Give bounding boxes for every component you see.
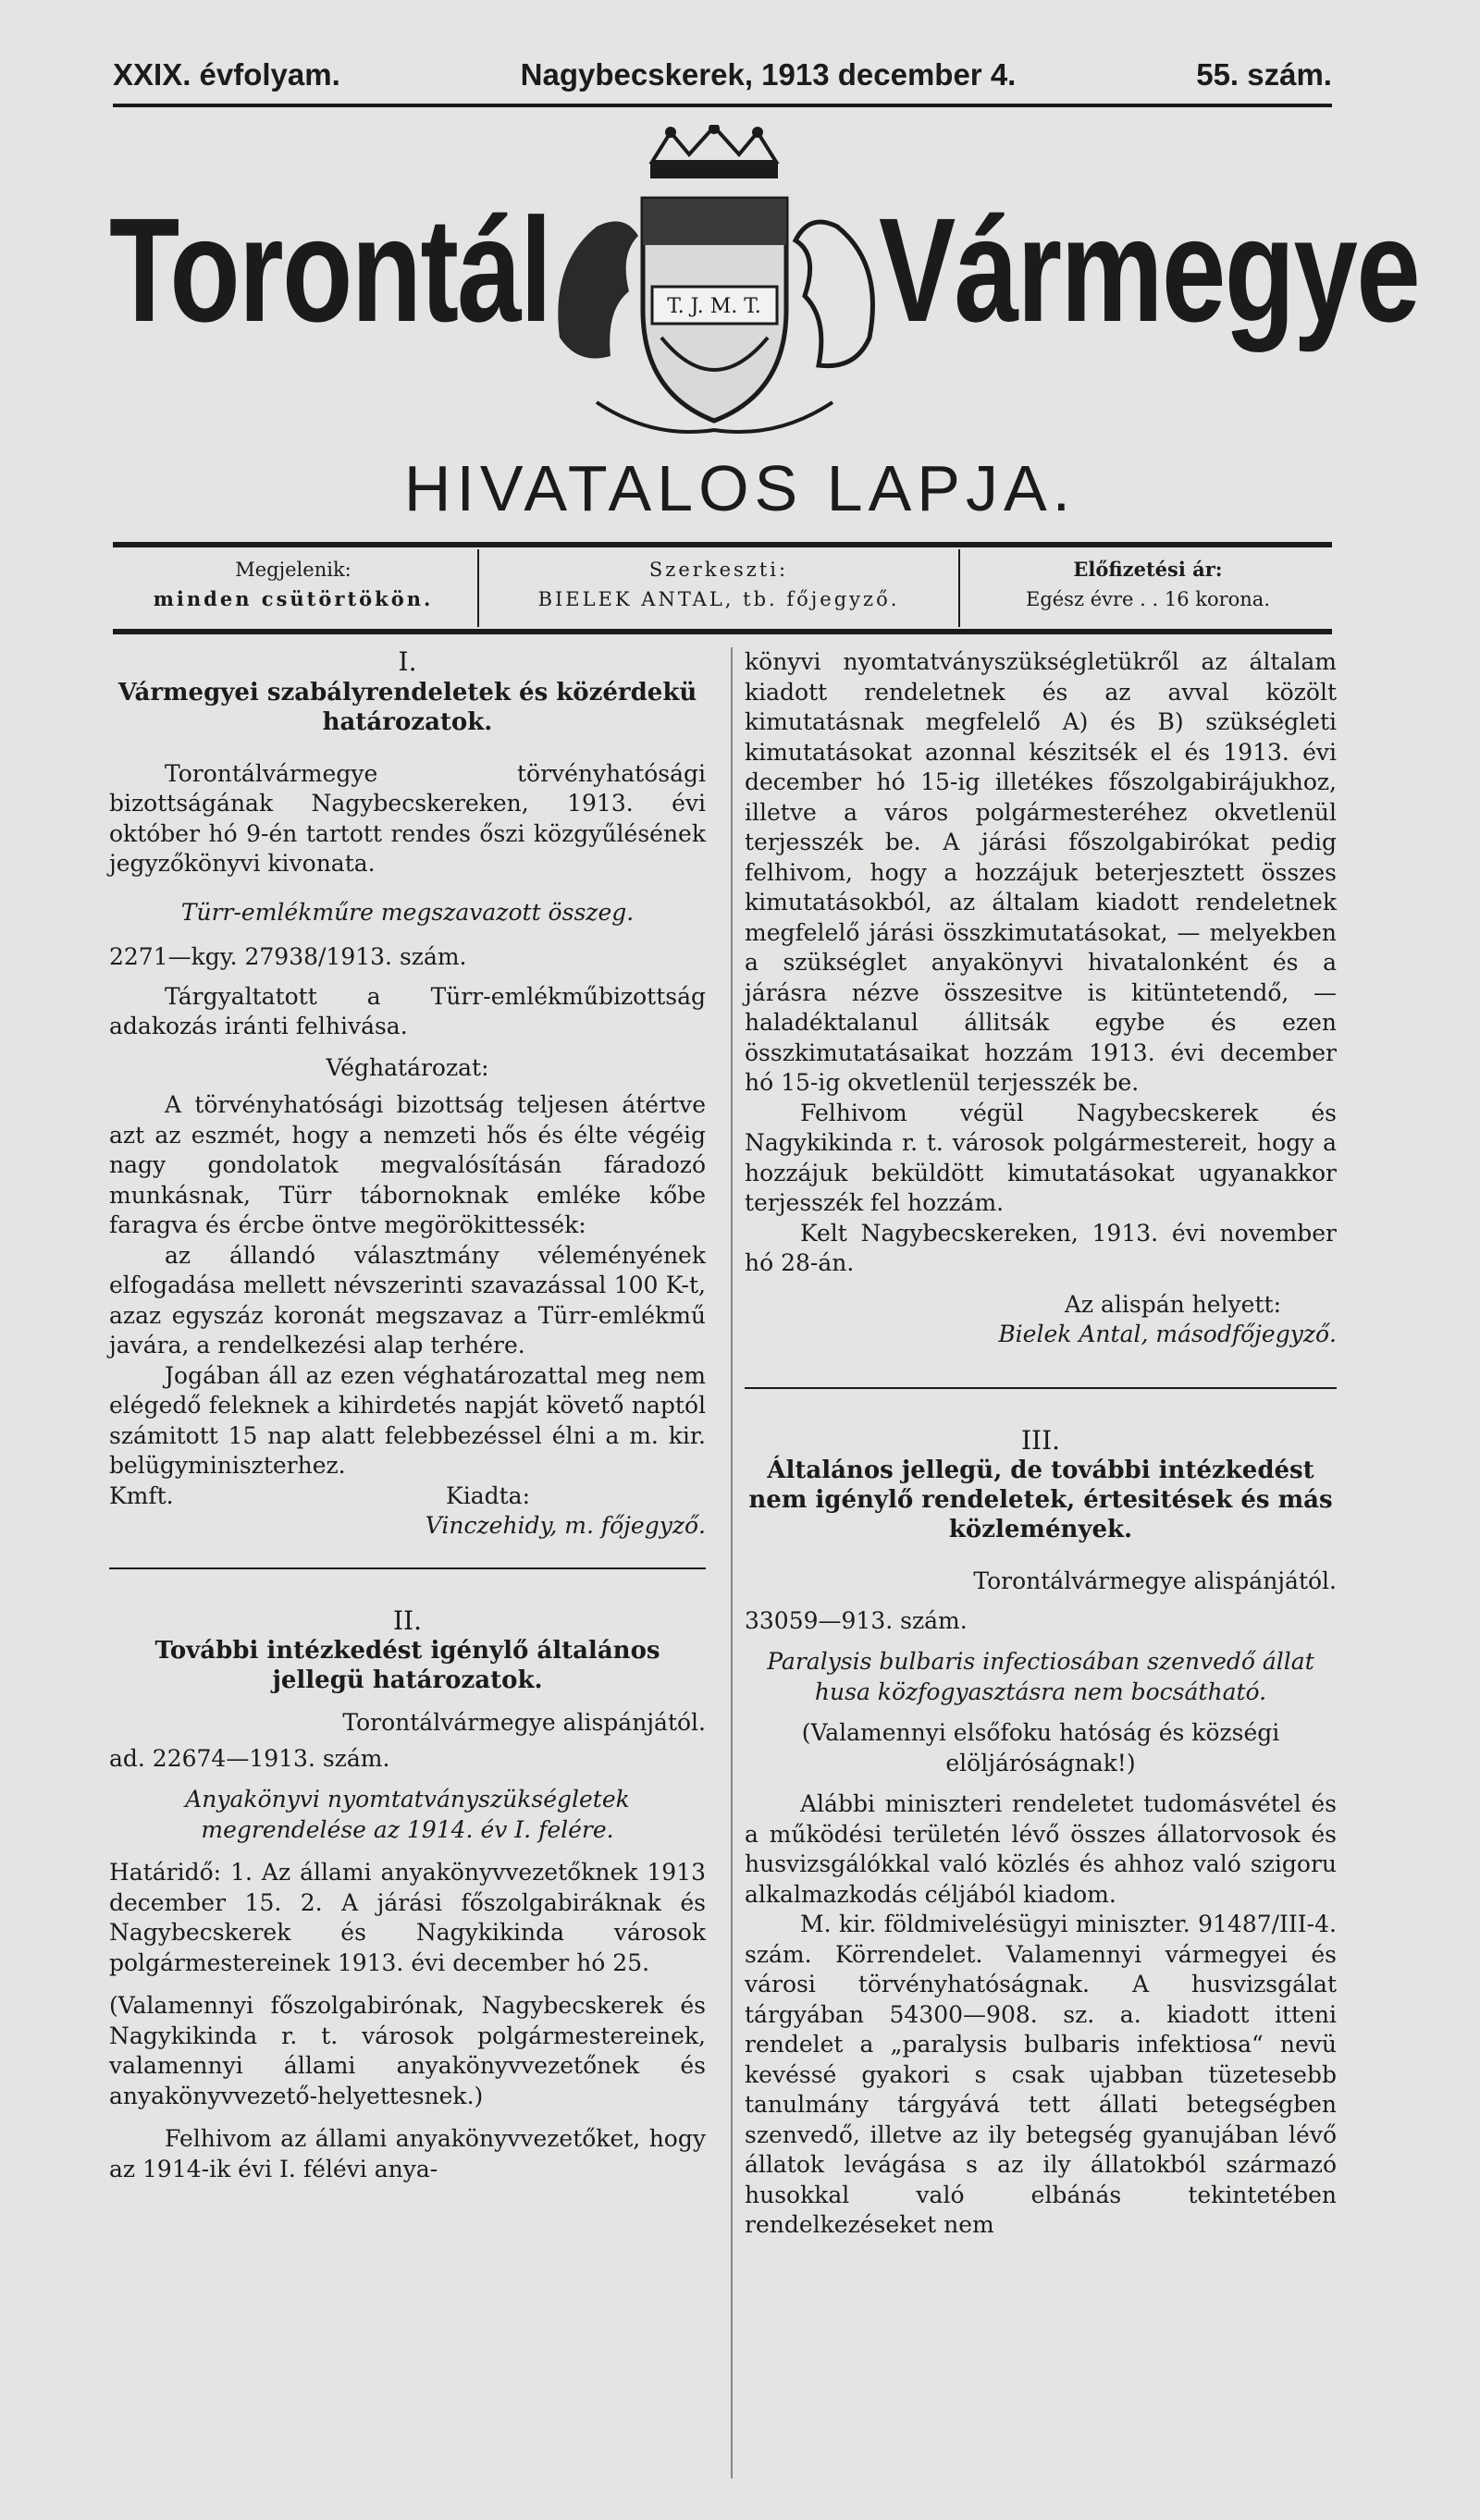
s1-appeal-text: Jogában áll az ezen véghatározattal meg nem elégedő feleknek a kihirdetés napját követő naptól számitott 15 nap alatt felebbezéssel élni a m. kir. belügyminiszterhez.	[109, 1361, 706, 1479]
s1-signature-row	[109, 1481, 706, 1512]
info-rule-top	[113, 542, 1332, 547]
s3-from: Torontálvármegye alispánjától.	[973, 1567, 1337, 1594]
appears-cell	[113, 555, 474, 614]
crest-text: T. J. M. T.	[667, 295, 761, 318]
s1-decision-text: A törvényhatósági bizottság teljesen átértve azt az eszmét, hogy a nemzeti hős és élte végéig nagy gondolatok megvalósításán fáradozó munkásnak, Türr tábornoknak emléke kőbe faragva és ércbe öntve megörökittessék:	[109, 1091, 706, 1238]
editor-label: Szerkeszti:	[648, 559, 789, 581]
issue-number: 55. szám.	[1196, 57, 1332, 92]
title-left: Torontál	[109, 187, 551, 352]
subtitle: HIVATALOS LAPJA.	[403, 452, 1077, 524]
info-divider-1	[477, 549, 479, 627]
section-divider	[109, 1567, 706, 1569]
volume: XXIX. évfolyam.	[113, 57, 340, 92]
s2-from: Torontálvármegye alispánjától.	[342, 1709, 706, 1736]
title-right: Vármegye	[879, 187, 1420, 352]
s2-subject: Anyakönyvi nyomtatványszükségletek megrendelése az 1914. év I. felére.	[185, 1786, 630, 1843]
info-divider-2	[958, 549, 960, 627]
s1-subject: Türr-emlékműre megszavazott összeg.	[180, 898, 635, 926]
s2-body: Felhivom az állami anyakönyvvezetőket, hogy az 1914-ik évi I. félévi anya-	[109, 2125, 706, 2182]
s1-subject-text: Tárgyaltatott a Türr-emlékműbizottság adakozás iránti felhivása.	[109, 982, 706, 1039]
left-column	[109, 647, 706, 2184]
s1-decision-label: Véghatározat:	[326, 1053, 489, 1081]
editor-value: BIELEK ANTAL, tb. főjegyző.	[537, 588, 900, 610]
s1-signature: Vinczehidy, m. főjegyző.	[425, 1512, 706, 1539]
s1-intro: Torontálvármegye törvényhatósági bizottságának Nagybecskereken, 1913. évi október hó 9-én tartott rendes őszi közgyűlésének jegyzőkönyvi kivonata.	[109, 759, 706, 877]
header-line	[113, 54, 1332, 96]
appears-label: Megjelenik:	[235, 559, 352, 581]
r-continuation: könyvi nyomtatványszükségletükről az általam kiadott rendeletnek és az avval közölt kimutatásnak megfelelő A) és B) szükségleti kimutatásokat azonnal készitsék el és 1913. évi december hó 15-ig illetékes főszolgabirájukhoz, illetve a város polgármesteréhez okvetlenül terjesszék be. A járási főszolgabirókat pedig felhivom, hogy a hozzájuk beterjesztett összes kimutatásokból, az általam kiadott rendeletnek megfelelő járási összkimutatásokat, — melyekben a szükséglet anyakönyvi hivatalonként és a járásra nézve összesitve is kitüntetendő, — haladéktalanul állitsák egybe és ezen összkimutatásaikat hozzám 1913. évi december hó 15-ig okvetlenül terjesszék be.	[745, 648, 1337, 1096]
coat-of-arms-icon	[541, 125, 888, 444]
s3-reference: 33059—913. szám.	[745, 1606, 968, 1634]
subscription-value: Egész évre . . 16 korona.	[1025, 588, 1271, 610]
s2-addressees: (Valamennyi főszolgabirónak, Nagybecskerek és Nagykikinda r. t. városok polgármestereinek, valamennyi állami anyakönyvvezetőnek és anyakönyvvezető-helyettesnek.)	[109, 1992, 706, 2109]
s3-ministry-text: M. kir. földmivelésügyi miniszter. 91487/III-4. szám. Körrendelet. Valamennyi vármegyei és városi törvényhatóságnak. A husvizsgálat tárgyában 54300—908. sz. a. kiadott itteni rendelet a „paralysis bulbaris infektiosa“ nevü kevéssé gyakori s csak ujabban tüzetesebb tanulmány tárgyává tett állati betegségben szenvedő, illetve az ily betegség gyanujában lévő állatok levágása s az ily állatokból származó husokkal való elbánás tekintetében rendelkezéseket nem	[745, 1911, 1337, 2238]
s1-kmft: Kmft.	[109, 1481, 174, 1509]
section-2-number: II.	[392, 1604, 423, 1636]
s1-vote-text: az állandó választmány véleményének elfogadása mellett névszerinti szavazással 100 K-t, azaz egyszáz koronát megszavaz a Türr-emlékmű javára, a rendelkezési alap terhére.	[109, 1241, 706, 1358]
section-1-title: Vármegyei szabályrendeletek és közérdekü határozatok.	[117, 678, 697, 736]
s1-issued: Kiadta:	[446, 1481, 530, 1509]
section-2-title: További intézkedést igénylő általános jellegü határozatok.	[154, 1637, 660, 1694]
r-sign-line-2: Bielek Antal, másodfőjegyző.	[998, 1321, 1337, 1347]
info-rule-bottom	[113, 629, 1332, 634]
editor-cell	[483, 555, 955, 614]
s2-deadline: Határidő: 1. Az állami anyakönyvvezetőknek 1913 december 15. 2. A járási főszolgabiráknak és Nagybecskerek és Nagykikinda városok polgármestereinek 1913. évi december hó 25.	[109, 1859, 706, 1976]
s2-reference: ad. 22674—1913. szám.	[109, 1744, 390, 1772]
section-3-title: Általános jellegü, de további intézkedést nem igénylő rendeletek, értesitések és más közlemények.	[748, 1457, 1333, 1543]
section-divider-2	[745, 1387, 1337, 1389]
section-1-number: I.	[398, 646, 417, 677]
r-sign-line-1: Az alispán helyett:	[1064, 1290, 1281, 1318]
subscription-label: Előfizetési ár:	[1073, 558, 1223, 581]
s3-subject: Paralysis bulbaris infectiosában szenvedő állat husa közfogyasztásra nem bocsátható.	[767, 1648, 1314, 1705]
place-date: Nagybecskerek, 1913 december 4.	[520, 57, 1017, 92]
s1-reference: 2271—kgy. 27938/1913. szám.	[109, 943, 467, 970]
info-bar	[113, 549, 1332, 627]
header-rule	[113, 104, 1332, 107]
s3-instruction: Alábbi miniszteri rendeletet tudomásvétel és a működési területén lévő összes állatorvosok és husvizsgálókkal való közlés és ahhoz való szigoru alkalmazkodás céljából kiadom.	[745, 1790, 1337, 1908]
appears-value: minden csütörtökön.	[153, 587, 434, 610]
s3-addressees: (Valamennyi elsőfoku hatóság és községi elöljáróságnak!)	[801, 1719, 1280, 1776]
right-column	[745, 647, 1337, 2241]
section-3-number: III.	[1020, 1424, 1061, 1456]
r-mayors-request: Felhivom végül Nagybecskerek és Nagykikinda r. t. városok polgármestereit, hogy a hozzájuk beküldött kimutatásokat ugyanakkor terjesszék fel hozzám.	[745, 1099, 1337, 1216]
column-separator	[731, 647, 733, 2478]
r-dated: Kelt Nagybecskereken, 1913. évi november hó 28-án.	[745, 1219, 1337, 1276]
subscription-cell	[964, 555, 1332, 614]
